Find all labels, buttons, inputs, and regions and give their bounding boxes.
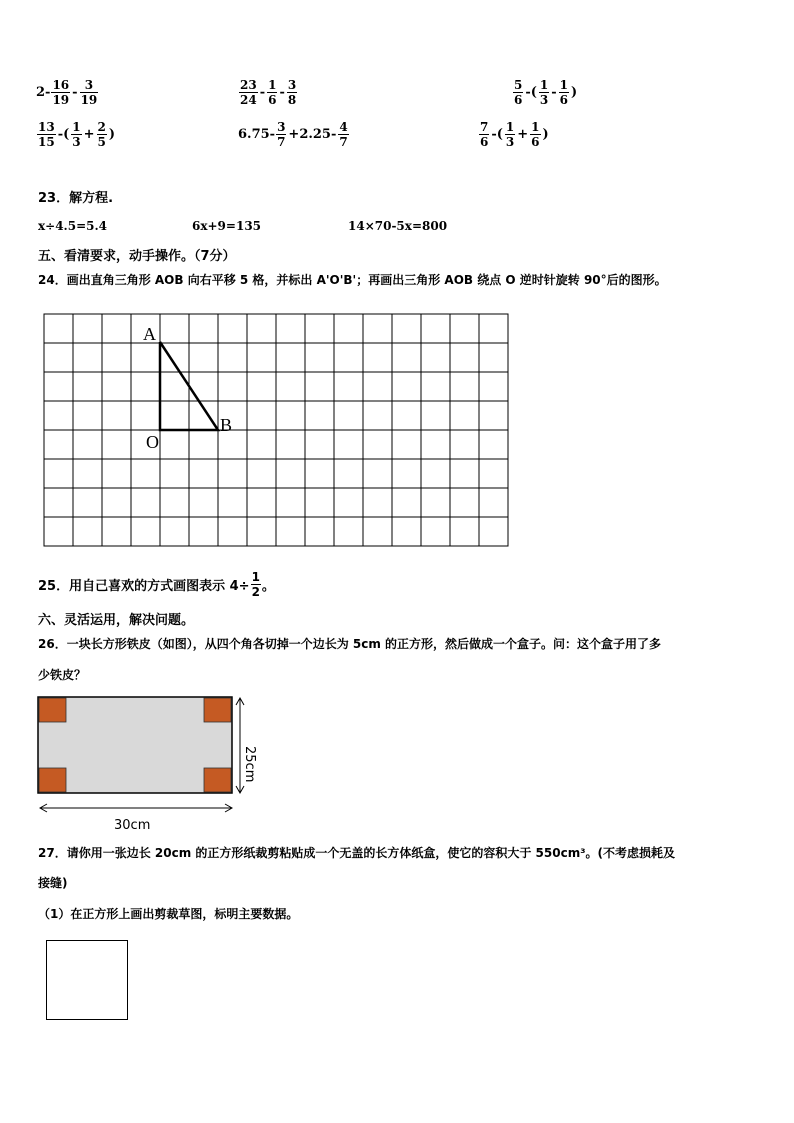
numerator: 5 [514,78,523,92]
denominator: 6 [559,93,569,107]
question-25 [38,570,275,599]
denominator: 6 [514,93,523,107]
operator: -( [57,127,70,142]
denominator: 7 [339,135,348,149]
corner-square-bottom-left [39,768,66,792]
denominator: 19 [52,93,70,107]
question-27-line-2: 接缝) [38,876,68,890]
equation-2: 6x+9=135 [192,219,262,233]
metal-sheet [38,697,232,793]
label-a: A [143,324,156,344]
question-23-title: 23．解方程. [38,191,114,206]
operator: ) [571,85,578,100]
denominator: 6 [480,135,489,149]
numerator: 1 [531,120,540,134]
question-25-text: 25．用自己喜欢的方式画图表示 4÷ [38,579,250,594]
label-b: B [220,415,233,435]
corner-square-bottom-right [204,768,231,792]
question-25-end: 。 [261,579,275,594]
operator: +2.25- [288,127,337,142]
numerator: 3 [277,120,286,134]
denominator: 6 [531,135,540,149]
numerator: 1 [72,120,81,134]
corner-square-top-right [204,698,231,722]
square-paper-drawing [46,940,128,1020]
expr-text: 6.75- [238,127,276,142]
operator: -( [491,127,503,142]
operator: ) [542,127,549,142]
width-arrow [40,804,232,812]
section-6-heading: 六、灵活运用，解决问题。 [38,613,195,628]
numerator: 3 [287,78,297,92]
grid-lines [44,314,508,546]
denominator: 24 [240,93,257,107]
numerator: 1 [559,78,569,92]
denominator: 3 [505,135,515,149]
numerator: 1 [539,78,549,92]
operator: - [551,85,557,100]
operator: + [83,127,95,142]
operator: ) [108,127,116,142]
denominator: 6 [268,93,277,107]
denominator: 5 [97,135,106,149]
operator: -( [525,85,537,100]
numerator: 13 [38,120,55,134]
question-27-sub-1: （1）在正方形上画出剪裁草图，标明主要数据。 [38,907,299,921]
numerator: 2 [97,120,106,134]
label-o: O [146,432,159,452]
numerator: 1 [251,570,260,584]
operator: + [517,127,529,142]
denominator: 7 [277,135,286,149]
question-26-line-1: 26．一块长方形铁皮（如图），从四个角各切掉一个边长为 5cm 的正方形，然后做成一个盒子。问：这个盒子用了多 [38,637,662,651]
corner-square-top-left [39,698,66,722]
width-label: 30cm [114,818,151,833]
expr-text: 2- [36,85,51,100]
numerator: 3 [80,78,99,93]
denominator: 19 [80,93,98,107]
numerator: 1 [505,120,515,134]
section-5-heading: 五、看清要求，动手操作。（7分） [38,249,236,264]
question-27-line-1: 27．请你用一张边长 20cm 的正方形纸裁剪粘贴成一个无盖的长方体纸盒，使它的容积大于 550cm³。(不考虑损耗及 [38,846,675,860]
height-label: 25cm [242,746,257,783]
sheet-figure [0,690,300,840]
operator: - [72,85,78,100]
denominator: 3 [539,93,549,107]
question-24-text: 24．画出直角三角形 AOB 向右平移 5 格，并标出 A'O'B'；再画出三角形 AOB 绕点 O 逆时针旋转 90°后的图形。 [38,273,667,287]
equation-3: 14×70-5x=800 [348,219,448,233]
fraction [251,570,261,599]
denominator: 2 [251,585,260,599]
grid-figure [0,0,794,560]
numerator: 1 [268,78,277,92]
denominator: 3 [72,135,81,149]
numerator: 4 [339,120,348,134]
question-26-line-2: 少铁皮？ [38,668,87,682]
denominator: 15 [38,135,55,149]
denominator: 8 [287,93,297,107]
operator: - [259,85,266,100]
numerator: 23 [240,78,257,92]
equation-1: x÷4.5=5.4 [38,219,108,233]
numerator: 16 [52,78,70,92]
operator: - [279,85,285,100]
numerator: 7 [480,120,489,134]
